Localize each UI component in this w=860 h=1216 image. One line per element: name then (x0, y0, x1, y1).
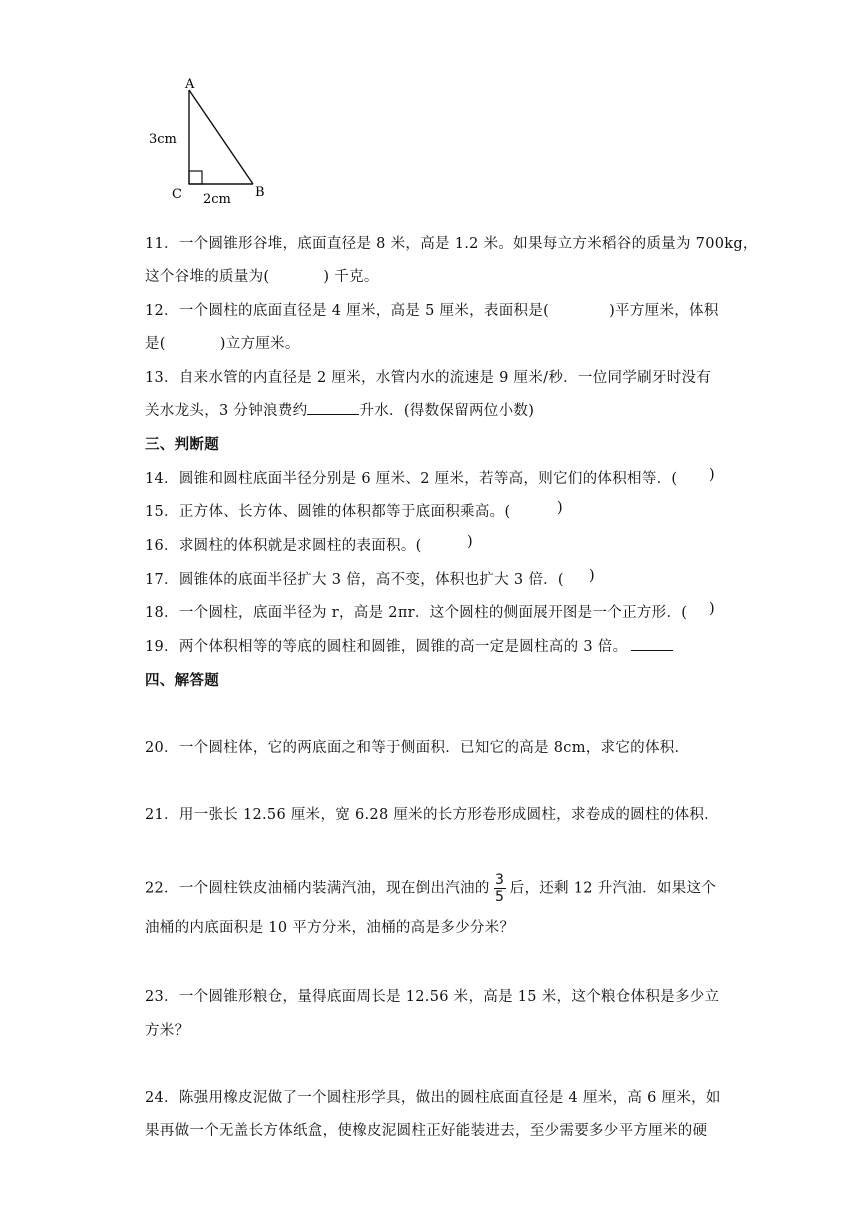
q23-line1: 23．一个圆锥形粮仓，量得底面周长是 12.56 米，高是 15 米，这个粮仓体积是多少立 (145, 989, 720, 1005)
q18-line: 18．一个圆柱，底面半径为 r，高是 2πr．这个圆柱的侧面展开图是一个正方形．( (145, 605, 688, 621)
q24-line2: 果再做一个无盖长方体纸盒，使橡皮泥圆柱正好能装进去，至少需要多少平方厘米的硬 (145, 1123, 708, 1139)
label-a: A (185, 77, 195, 92)
q15-line: 15．正方体、长方体、圆锥的体积都等于底面积乘高。( (145, 504, 511, 520)
q13-answer-blank[interactable] (307, 400, 359, 416)
triangle-figure (145, 74, 285, 214)
q17-line: 17．圆锥体的底面半径扩大 3 倍，高不变，体积也扩大 3 倍．( (145, 572, 564, 588)
q12-line2 (145, 332, 300, 353)
q13-text-b: 升水．(得数保留两位小数) (359, 403, 535, 419)
label-b: B (255, 185, 265, 200)
q13-line1: 13．自来水管的内直径是 2 厘米，水管内水的流速是 9 厘米/秒．一位同学刷牙时没有 (145, 370, 712, 386)
q19-text: 19．两个体积相等的等底的圆柱和圆锥，圆锥的高一定是圆柱高的 3 倍。 (145, 639, 628, 655)
q22-fraction (494, 873, 506, 904)
q22-text-b: 后，还剩 12 升汽油．如果这个 (509, 880, 717, 897)
q18-close-paren: ) (709, 601, 715, 617)
q12-line1 (145, 299, 719, 320)
q11-line2 (145, 265, 379, 286)
q14-line: 14．圆锥和圆柱底面半径分别是 6 厘米、2 厘米，若等高，则它们的体积相等．( (145, 471, 678, 487)
q16-close-paren: ) (467, 534, 473, 550)
q22-frac-denominator: 5 (495, 889, 505, 905)
q16-line: 16．求圆柱的体积就是求圆柱的表面积。( (145, 538, 422, 554)
q22-text-a: 22．一个圆柱铁皮油桶内装满汽油，现在倒出汽油的 (145, 880, 490, 897)
q11-text-b: ) 千克。 (323, 269, 379, 285)
q15-close-paren: ) (557, 500, 563, 516)
q11-text-a: 这个谷堆的质量为( (145, 269, 270, 285)
q12-text-b: )平方厘米，体积 (609, 303, 719, 319)
q20-line: 20．一个圆柱体，它的两底面之和等于侧面积．已知它的高是 8cm，求它的体积． (145, 740, 690, 756)
q12-text-a: 12．一个圆柱的底面直径是 4 厘米，高是 5 厘米，表面积是( (145, 303, 550, 319)
q19-answer-blank[interactable] (631, 636, 673, 652)
q14-close-paren: ) (709, 467, 715, 483)
right-triangle-diagram (145, 74, 285, 214)
q13-line2 (145, 399, 534, 420)
q23-line2: 方米？ (145, 1023, 190, 1039)
section-judgment-heading: 三、判断题 (145, 436, 219, 453)
q22-line2: 油桶的内底面积是 10 平方分米，油桶的高是多少分米？ (145, 920, 515, 936)
q13-text-a: 关水龙头，3 分钟浪费约 (145, 403, 308, 419)
q17-close-paren: ) (589, 568, 595, 584)
q22-frac-numerator: 3 (495, 872, 505, 888)
section-solve-heading: 四、解答题 (145, 672, 219, 689)
q24-line1: 24．陈强用橡皮泥做了一个圆柱形学具，做出的圆柱底面直径是 4 厘米，高 6 厘米，如 (145, 1090, 721, 1106)
q11-line1: 11．一个圆锥形谷堆，底面直径是 8 米，高是 1.2 米。如果每立方米稻谷的质量为 700kg， (145, 236, 758, 252)
label-side-vertical: 3cm (149, 132, 177, 147)
q12-text-d: )立方厘米。 (219, 336, 300, 352)
right-angle-mark (189, 171, 202, 184)
q19-line (145, 635, 673, 656)
q22-line1 (145, 873, 716, 904)
label-side-horizontal: 2cm (203, 192, 231, 207)
q12-text-c: 是( (145, 336, 166, 352)
q21-line: 21．用一张长 12.56 厘米，宽 6.28 厘米的长方形卷形成圆柱，求卷成的圆柱的体积． (145, 807, 719, 823)
side-ab (189, 90, 253, 184)
label-c: C (172, 187, 182, 202)
